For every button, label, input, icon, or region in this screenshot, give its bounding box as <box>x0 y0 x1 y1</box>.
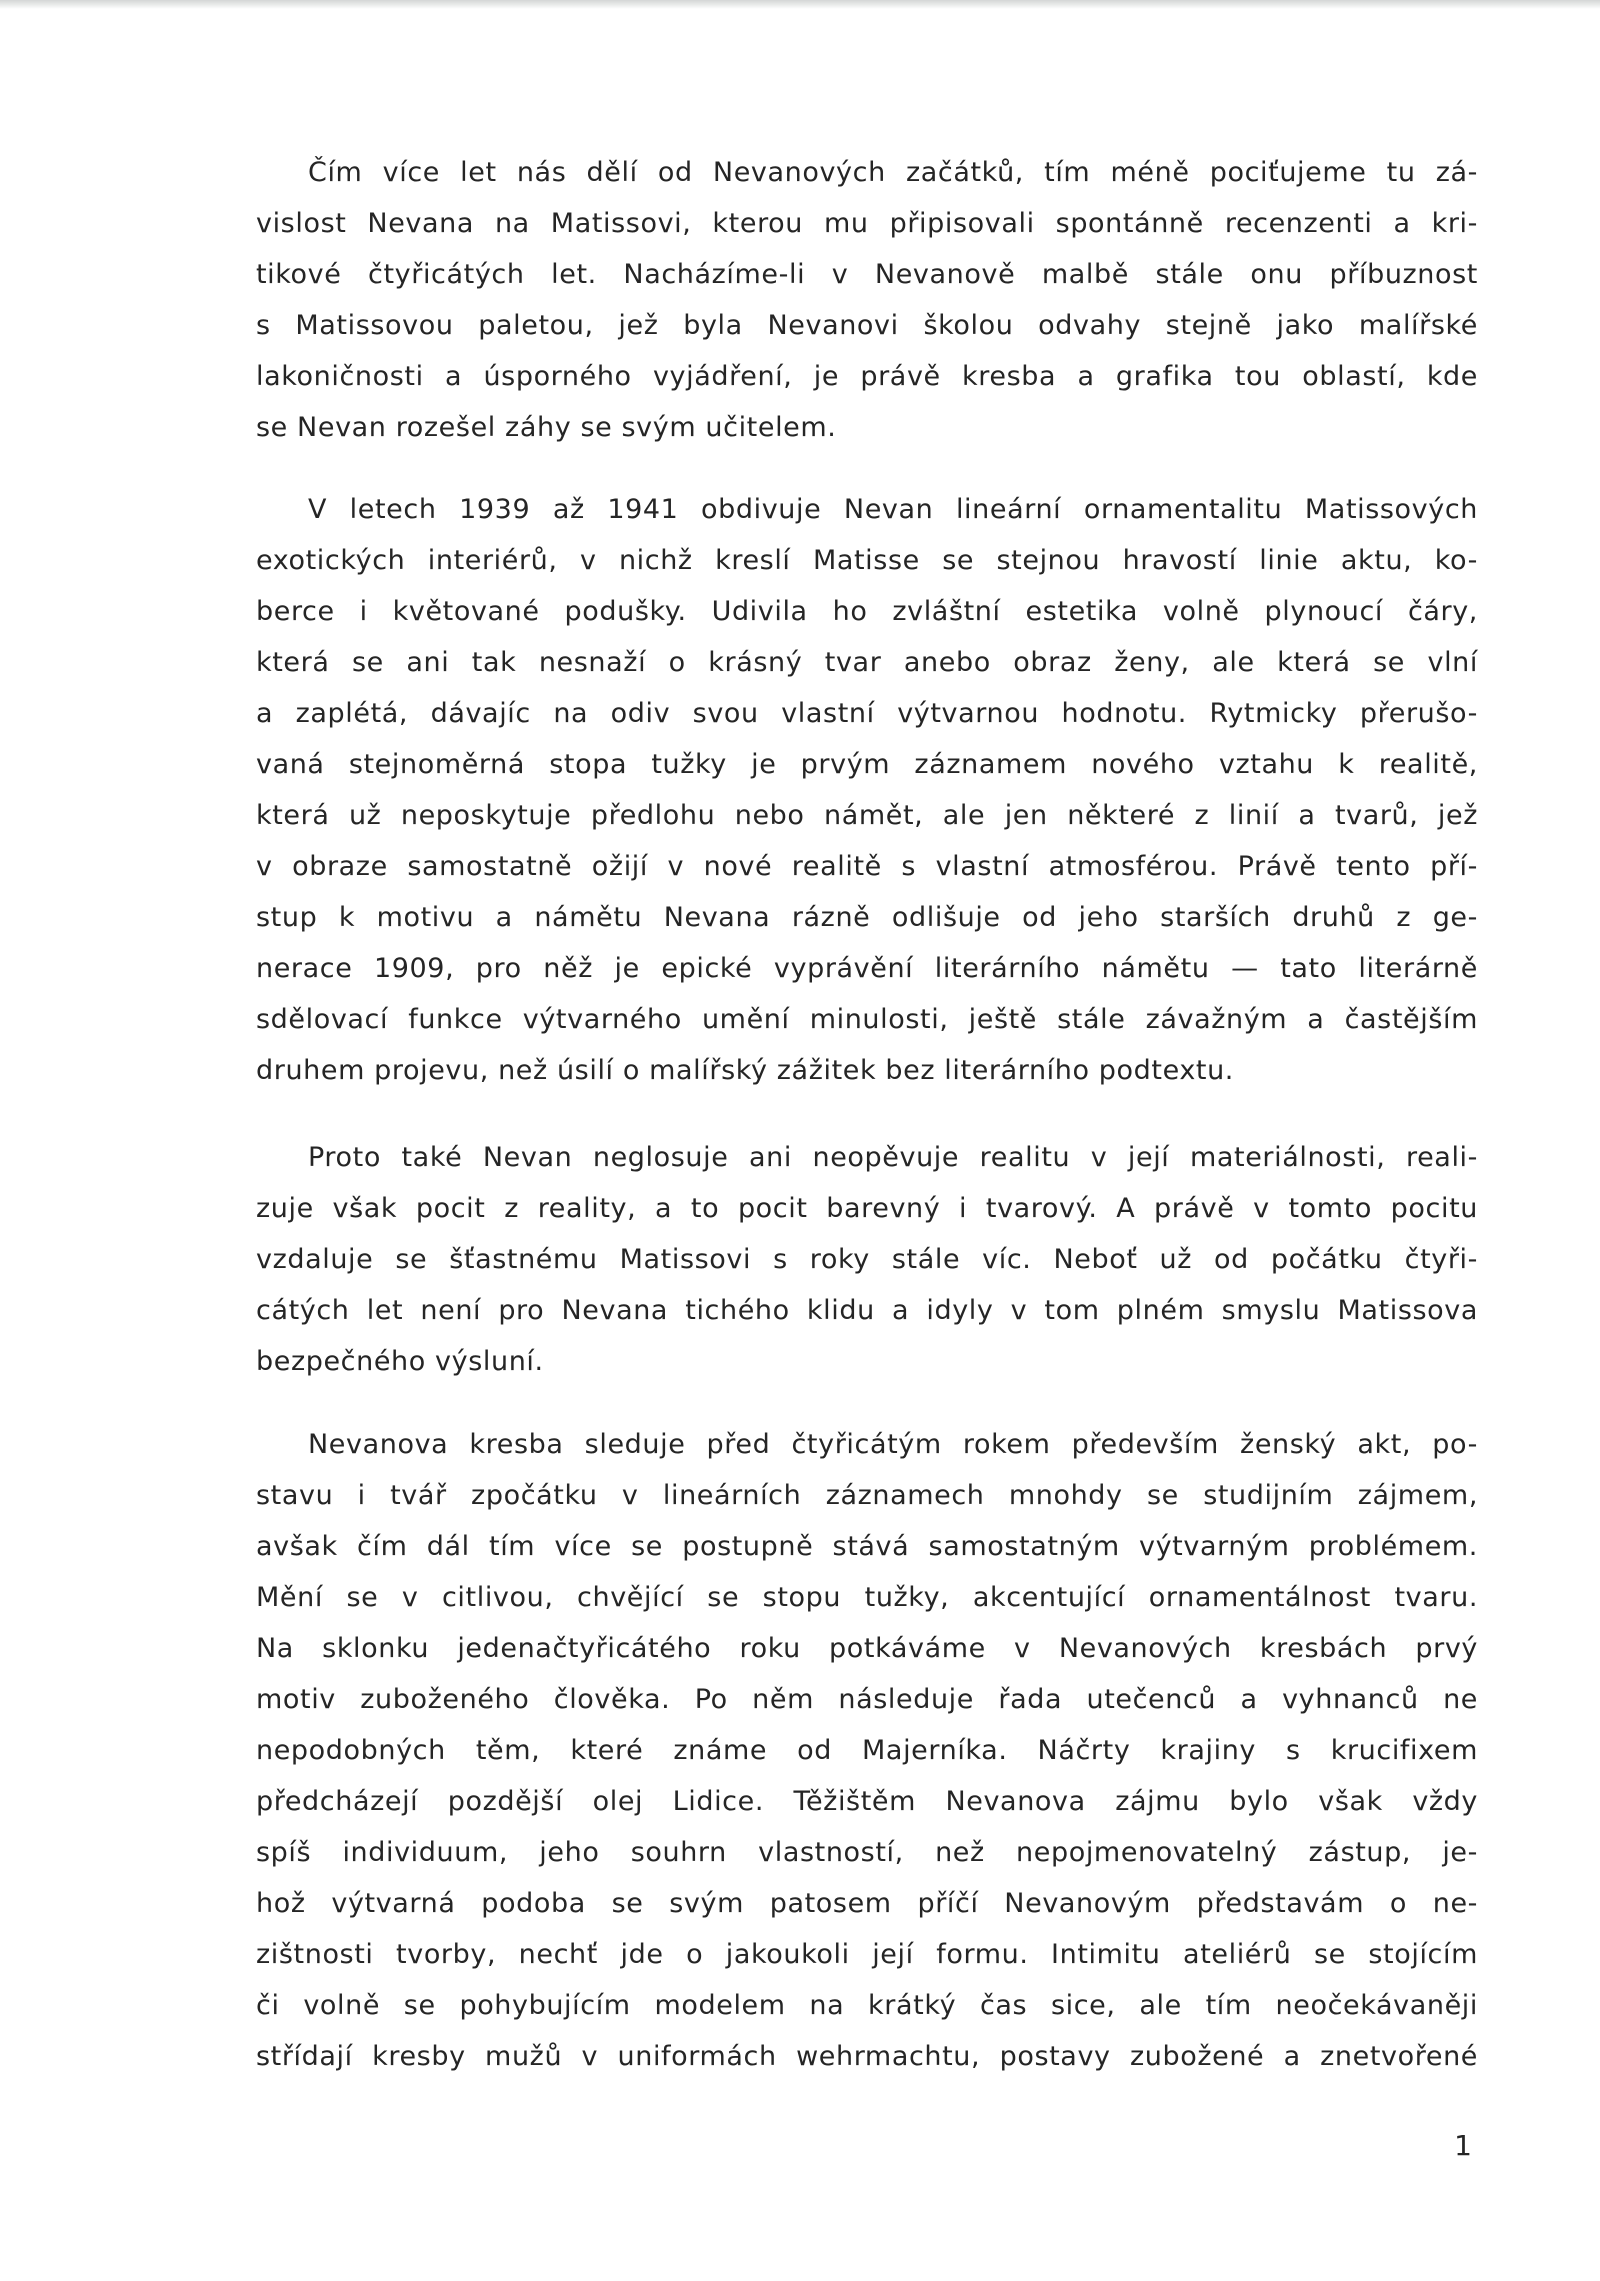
page-top-edge <box>0 0 1600 9</box>
text-line: tikové čtyřicátých let. Nacházíme-li v Nevanově malbě stále onu příbuznost <box>256 259 1478 290</box>
text-line: v obraze samostatně ožijí v nové realitě s vlastní atmosférou. Právě tento pří- <box>256 851 1478 882</box>
text-line: nepodobných těm, které známe od Majerníka. Náčrty krajiny s krucifixem <box>256 1735 1478 1766</box>
text-line: V letech 1939 až 1941 obdivuje Nevan lineární ornamentalitu Matissových <box>308 494 1478 525</box>
text-line: lakoničnosti a úsporného vyjádření, je právě kresba a grafika tou oblastí, kde <box>256 361 1478 392</box>
text-line: berce i květované podušky. Udivila ho zvláštní estetika volně plynoucí čáry, <box>256 596 1478 627</box>
text-line: zuje však pocit z reality, a to pocit barevný i tvarový. A právě v tomto pocitu <box>256 1193 1478 1224</box>
page-number: 1 <box>1454 2129 1472 2162</box>
text-line: se Nevan rozešel záhy se svým učitelem. <box>256 412 837 443</box>
text-line: vislost Nevana na Matissovi, kterou mu připisovali spontánně recenzenti a kri- <box>256 208 1478 239</box>
text-line: sdělovací funkce výtvarného umění minulosti, ještě stále závažným a častějším <box>256 1004 1478 1035</box>
text-line: bezpečného výsluní. <box>256 1346 544 1377</box>
text-line: nerace 1909, pro něž je epické vyprávění literárního námětu — tato literárně <box>256 953 1478 984</box>
text-line: avšak čím dál tím více se postupně stává samostatným výtvarným problémem. <box>256 1531 1478 1562</box>
text-line: zištnosti tvorby, nechť jde o jakoukoli její formu. Intimitu ateliérů se stojícím <box>256 1939 1478 1970</box>
text-line: spíš individuum, jeho souhrn vlastností, než nepojmenovatelný zástup, je- <box>256 1837 1478 1868</box>
paragraph-1 <box>256 147 1478 453</box>
text-line: druhem projevu, než úsilí o malířský zážitek bez literárního podtextu. <box>256 1055 1234 1086</box>
text-line: Mění se v citlivou, chvějící se stopu tužky, akcentující ornamentálnost tvaru. <box>256 1582 1478 1613</box>
text-line: která už neposkytuje předlohu nebo námět, ale jen některé z linií a tvarů, jež <box>256 800 1478 831</box>
paragraph-4 <box>256 1419 1478 2082</box>
text-line: Proto také Nevan neglosuje ani neopěvuje realitu v její materiálnosti, reali- <box>308 1142 1478 1173</box>
text-line: hož výtvarná podoba se svým patosem příčí Nevanovým představám o ne- <box>256 1888 1478 1919</box>
text-line: motiv zuboženého člověka. Po něm následuje řada utečenců a vyhnanců ne <box>256 1684 1478 1715</box>
text-line: vaná stejnoměrná stopa tužky je prvým záznamem nového vztahu k realitě, <box>256 749 1478 780</box>
text-line: která se ani tak nesnaží o krásný tvar anebo obraz ženy, ale která se vlní <box>256 647 1478 678</box>
text-line: a zaplétá, dávajíc na odiv svou vlastní výtvarnou hodnotu. Rytmicky přerušo- <box>256 698 1478 729</box>
text-line: předcházejí pozdější olej Lidice. Těžištěm Nevanova zájmu bylo však vždy <box>256 1786 1478 1817</box>
paragraph-3 <box>256 1132 1478 1387</box>
text-line: Čím více let nás dělí od Nevanových začátků, tím méně pociťujeme tu zá- <box>308 157 1478 188</box>
text-line: vzdaluje se šťastnému Matissovi s roky stále víc. Neboť už od počátku čtyři- <box>256 1244 1478 1275</box>
text-line: cátých let není pro Nevana tichého klidu a idyly v tom plném smyslu Matissova <box>256 1295 1478 1326</box>
text-line: či volně se pohybujícím modelem na krátký čas sice, ale tím neočekávaněji <box>256 1990 1478 2021</box>
text-line: střídají kresby mužů v uniformách wehrmachtu, postavy zubožené a znetvořené <box>256 2041 1478 2072</box>
text-line: stavu i tvář zpočátku v lineárních záznamech mnohdy se studijním zájmem, <box>256 1480 1478 1511</box>
text-line: stup k motivu a námětu Nevana rázně odlišuje od jeho starších druhů z ge- <box>256 902 1478 933</box>
text-line: exotických interiérů, v nichž kreslí Matisse se stejnou hravostí linie aktu, ko- <box>256 545 1478 576</box>
text-line: Na sklonku jedenačtyřicátého roku potkáváme v Nevanových kresbách prvý <box>256 1633 1478 1664</box>
text-line: Nevanova kresba sleduje před čtyřicátým rokem především ženský akt, po- <box>308 1429 1478 1460</box>
text-line: s Matissovou paletou, jež byla Nevanovi školou odvahy stejně jako malířské <box>256 310 1478 341</box>
paragraph-2 <box>256 484 1478 1096</box>
